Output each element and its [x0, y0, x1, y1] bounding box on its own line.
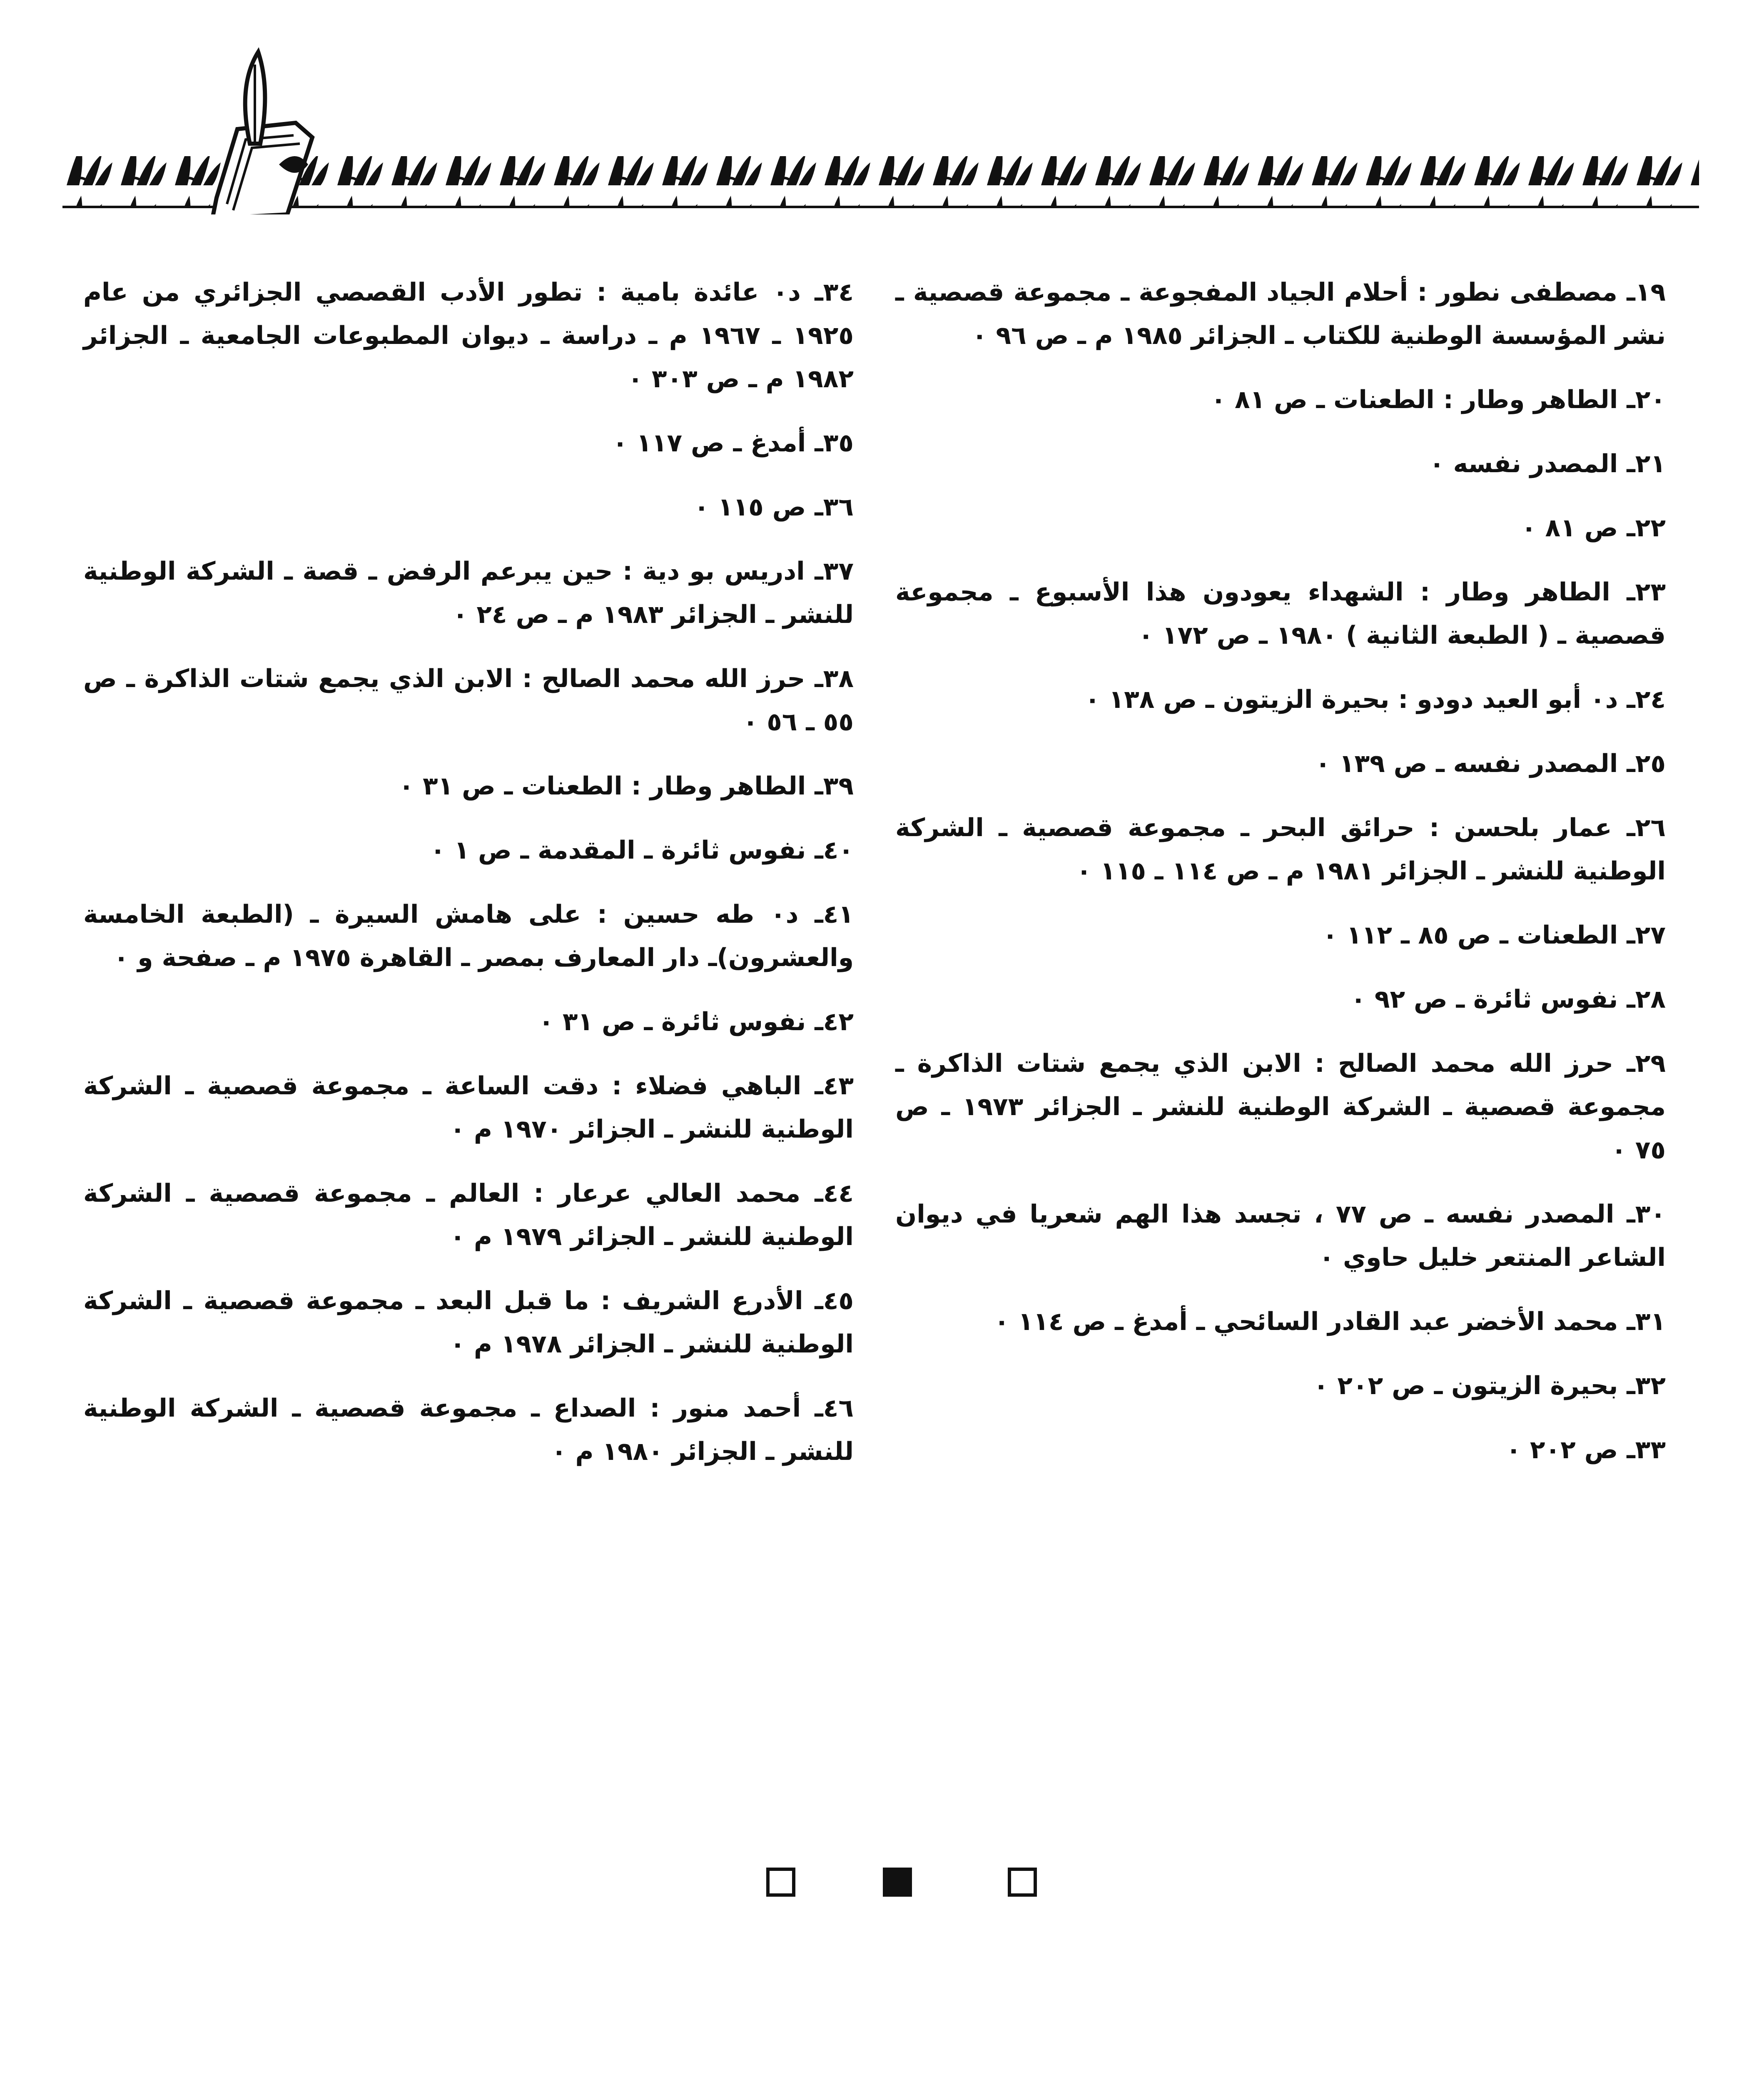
empty-square-icon	[1008, 1868, 1037, 1897]
endnotes-right-column	[895, 271, 1666, 1492]
section-end-ornament	[766, 1868, 1016, 1909]
endnote-41: ٤١ـ د٠ طه حسين : على هامش السيرة ـ (الطبعة الخامسة والعشرون)ـ دار المعارف بمصر ـ القاهرة ١٩٧٥ م ـ صفحة و ٠	[83, 900, 854, 972]
endnote-36: ٣٦ـ ص ١١٥ ٠	[694, 493, 854, 522]
endnote-31: ٣١ـ محمد الأخضر عبد القادر السائحي ـ أمدغ ـ ص ١١٤ ٠	[994, 1307, 1666, 1336]
endnote-42: ٤٢ـ نفوس ثائرة ـ ص ٣١ ٠	[538, 1007, 854, 1036]
endnote-37: ٣٧ـ ادريس بو دية : حين يبرعم الرفض ـ قصة ـ الشركة الوطنية للنشر ـ الجزائر ١٩٨٣ م ـ ص ٢٤ ٠	[83, 557, 854, 629]
endnotes-left-column	[83, 271, 854, 1494]
endnote-35: ٣٥ـ أمدغ ـ ص ١١٧ ٠	[612, 428, 854, 458]
endnote-45: ٤٥ـ الأدرع الشريف : ما قبل البعد ـ مجموعة قصصية ـ الشركة الوطنية للنشر ـ الجزائر ١٩٧٨ م ٠	[83, 1286, 854, 1359]
endnote-29: ٢٩ـ حرز الله محمد الصالح : الابن الذي يجمع شتات الذاكرة ـ مجموعة قصصية ـ الشركة الوطنية للنشر ـ الجزائر ١٩٧٣ ـ ص ٧٥ ٠	[895, 1049, 1666, 1165]
endnote-39: ٣٩ـ الطاهر وطار : الطعنات ـ ص ٣١ ٠	[399, 772, 854, 801]
endnote-38: ٣٨ـ حرز الله محمد الصالح : الابن الذي يجمع شتات الذاكرة ـ ص ٥٥ ـ ٥٦ ٠	[83, 664, 854, 737]
endnote-40: ٤٠ـ نفوس ثائرة ـ المقدمة ـ ص ١ ٠	[430, 836, 854, 865]
endnote-34: ٣٤ـ د٠ عائدة بامية : تطور الأدب القصصي الجزائري من عام ١٩٢٥ ـ ١٩٦٧ م ـ دراسة ـ ديوان المطبوعات الجامعية ـ الجزائر ١٩٨٢ م ـ ص ٣٠٣ ٠	[83, 278, 854, 393]
endnote-30: ٣٠ـ المصدر نفسه ـ ص ٧٧ ، تجسد هذا الهم شعريا في ديوان الشاعر المنتعر خليل حاوي ٠	[895, 1200, 1666, 1272]
empty-square-icon	[766, 1868, 795, 1897]
endnote-46: ٤٦ـ أحمد منور : الصداع ـ مجموعة قصصية ـ الشركة الوطنية للنشر ـ الجزائر ١٩٨٠ م ٠	[83, 1394, 854, 1466]
decorative-header-border	[62, 40, 1699, 214]
endnotes-columns	[83, 271, 1666, 1520]
endnote-28: ٢٨ـ نفوس ثائرة ـ ص ٩٢ ٠	[1350, 985, 1666, 1014]
endnote-23: ٢٣ـ الطاهر وطار : الشهداء يعودون هذا الأسبوع ـ مجموعة قصصية ـ ( الطبعة الثانية ) ١٩٨٠ ـ ص ١٧٢ ٠	[895, 578, 1666, 650]
endnote-21: ٢١ـ المصدر نفسه ٠	[1429, 449, 1666, 478]
endnote-22: ٢٢ـ ص ٨١ ٠	[1521, 513, 1666, 543]
endnote-19: ١٩ـ مصطفى نطور : أحلام الجياد المفجوعة ـ مجموعة قصصية ـ نشر المؤسسة الوطنية للكتاب ـ الجزائر ١٩٨٥ م ـ ص ٩٦ ٠	[895, 278, 1666, 350]
endnote-27: ٢٧ـ الطعنات ـ ص ٨٥ ـ ١١٢ ٠	[1322, 921, 1666, 950]
endnote-24: ٢٤ـ د٠ أبو العيد دودو : بحيرة الزيتون ـ ص ١٣٨ ٠	[1085, 685, 1666, 714]
endnote-33: ٣٣ـ ص ٢٠٢ ٠	[1506, 1435, 1666, 1464]
endnote-43: ٤٣ـ الباهي فضلاء : دقت الساعة ـ مجموعة قصصية ـ الشركة الوطنية للنشر ـ الجزائر ١٩٧٠ م ٠	[83, 1071, 854, 1144]
endnote-32: ٣٢ـ بحيرة الزيتون ـ ص ٢٠٢ ٠	[1313, 1371, 1666, 1400]
endnote-20: ٢٠ـ الطاهر وطار : الطعنات ـ ص ٨١ ٠	[1211, 385, 1666, 414]
quill-book-icon	[212, 52, 312, 214]
filled-square-icon	[883, 1868, 912, 1897]
endnote-25: ٢٥ـ المصدر نفسه ـ ص ١٣٩ ٠	[1315, 749, 1666, 778]
endnote-44: ٤٤ـ محمد العالي عرعار : العالم ـ مجموعة قصصية ـ الشركة الوطنية للنشر ـ الجزائر ١٩٧٩ م ٠	[83, 1179, 854, 1251]
endnote-26: ٢٦ـ عمار بلحسن : حرائق البحر ـ مجموعة قصصية ـ الشركة الوطنية للنشر ـ الجزائر ١٩٨١ م ـ ص ١١٤ ـ ١١٥ ٠	[895, 813, 1666, 886]
